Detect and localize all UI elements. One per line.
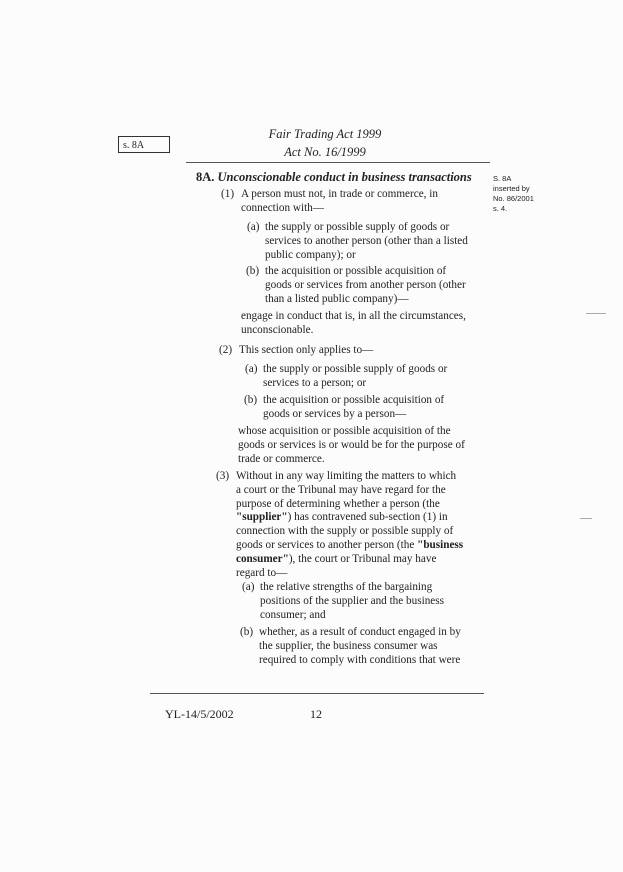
text-line: the supply or possible supply of goods or <box>265 221 450 233</box>
paragraph-1a-text <box>265 221 468 262</box>
text-line: the supply or possible supply of goods or <box>263 363 448 375</box>
version-label: YL-14/5/2002 <box>165 707 234 721</box>
page-number: 12 <box>310 707 322 721</box>
subsection-2-tail <box>238 425 465 466</box>
text-line: A person must not, in trade or commerce, in <box>241 188 438 200</box>
text-line <box>236 553 463 567</box>
text-line: services to another person (other than a listed <box>265 234 468 247</box>
margin-note <box>493 174 534 214</box>
text-line: connection with the supply or possible supply of <box>236 525 454 538</box>
margin-note-line: s. 4. <box>493 204 508 213</box>
subsection-2-label: (2) <box>219 344 233 356</box>
header-rule <box>186 162 490 163</box>
subsection-3-text <box>236 470 463 580</box>
text-line: whose acquisition or possible acquisition of the <box>238 425 451 437</box>
text-line: services to a person; or <box>263 376 367 389</box>
paragraph-3b-text <box>259 626 461 667</box>
text-line: a court or the Tribunal may have regard for the <box>236 483 446 496</box>
defined-term-business: "business <box>417 538 464 551</box>
text-line: goods or services by a person— <box>263 407 407 420</box>
paragraph-3b-label: (b) <box>240 626 254 638</box>
text-line: positions of the supplier and the business <box>260 594 444 607</box>
margin-note-line: S. 8A <box>493 174 512 183</box>
text-line: unconscionable. <box>241 323 314 336</box>
text-line: Without in any way limiting the matters to which <box>236 470 457 482</box>
scan-speck <box>586 313 606 314</box>
text-line: public company); or <box>265 248 356 261</box>
subsection-1-label: (1) <box>221 188 235 200</box>
text-line: the supplier, the business consumer was <box>259 639 438 652</box>
act-number: Act No. 16/1999 <box>284 145 366 159</box>
text-fragment: ), the court or Tribunal may have <box>288 552 437 565</box>
text-line <box>236 511 463 525</box>
subsection-2-text <box>239 344 373 358</box>
text-line: than a listed public company)— <box>265 292 409 305</box>
text-line: goods or services from another person (other <box>265 278 466 291</box>
text-line: the acquisition or possible acquisition of <box>265 265 447 277</box>
text-fragment: ) has contravened sub-section (1) in <box>287 511 448 524</box>
text-line: engage in conduct that is, in all the circumstances, <box>241 310 466 322</box>
subsection-1-tail <box>241 310 466 338</box>
paragraph-1b-label: (b) <box>246 265 260 277</box>
scan-speck <box>580 518 592 519</box>
text-line: goods or services is or would be for the purpose of <box>238 438 465 451</box>
text-line: trade or commerce. <box>238 452 325 465</box>
paragraph-3a-label: (a) <box>242 581 255 593</box>
paragraph-2a-label: (a) <box>245 363 258 375</box>
text-line: consumer; and <box>260 608 326 621</box>
text-line: required to comply with conditions that were <box>259 653 461 666</box>
footer-rule <box>150 693 484 694</box>
text-line: purpose of determining whether a person (the <box>236 497 440 510</box>
text-line: whether, as a result of conduct engaged in by <box>259 626 461 638</box>
margin-note-line: No. 86/2001 <box>493 194 534 203</box>
text-line: connection with— <box>241 201 324 214</box>
paragraph-1b-text <box>265 265 466 306</box>
margin-note-line: inserted by <box>493 184 530 193</box>
paragraph-2b-label: (b) <box>244 394 258 406</box>
paragraph-1a-label: (a) <box>247 221 260 233</box>
text-line <box>236 539 463 553</box>
subsection-3-label: (3) <box>216 470 230 482</box>
text-line: the relative strengths of the bargaining <box>260 581 433 593</box>
defined-term-consumer: consumer" <box>236 552 289 565</box>
text-line: the acquisition or possible acquisition of <box>263 394 445 406</box>
paragraph-3a-text <box>260 581 444 622</box>
section-number: 8A. <box>196 170 215 184</box>
section-tag: s. 8A <box>118 136 170 153</box>
act-title: Fair Trading Act 1999 <box>268 127 382 141</box>
defined-term-supplier: "supplier" <box>236 511 288 524</box>
text-line: This section only applies to— <box>239 344 374 356</box>
subsection-1-text <box>241 188 438 216</box>
text-line: regard to— <box>236 566 288 579</box>
paragraph-2b-text <box>263 394 444 422</box>
section-heading <box>196 170 472 185</box>
section-title: Unconscionable conduct in business transactions <box>217 170 472 184</box>
text-fragment: goods or services to another person (the <box>236 538 418 551</box>
paragraph-2a-text <box>263 363 447 391</box>
